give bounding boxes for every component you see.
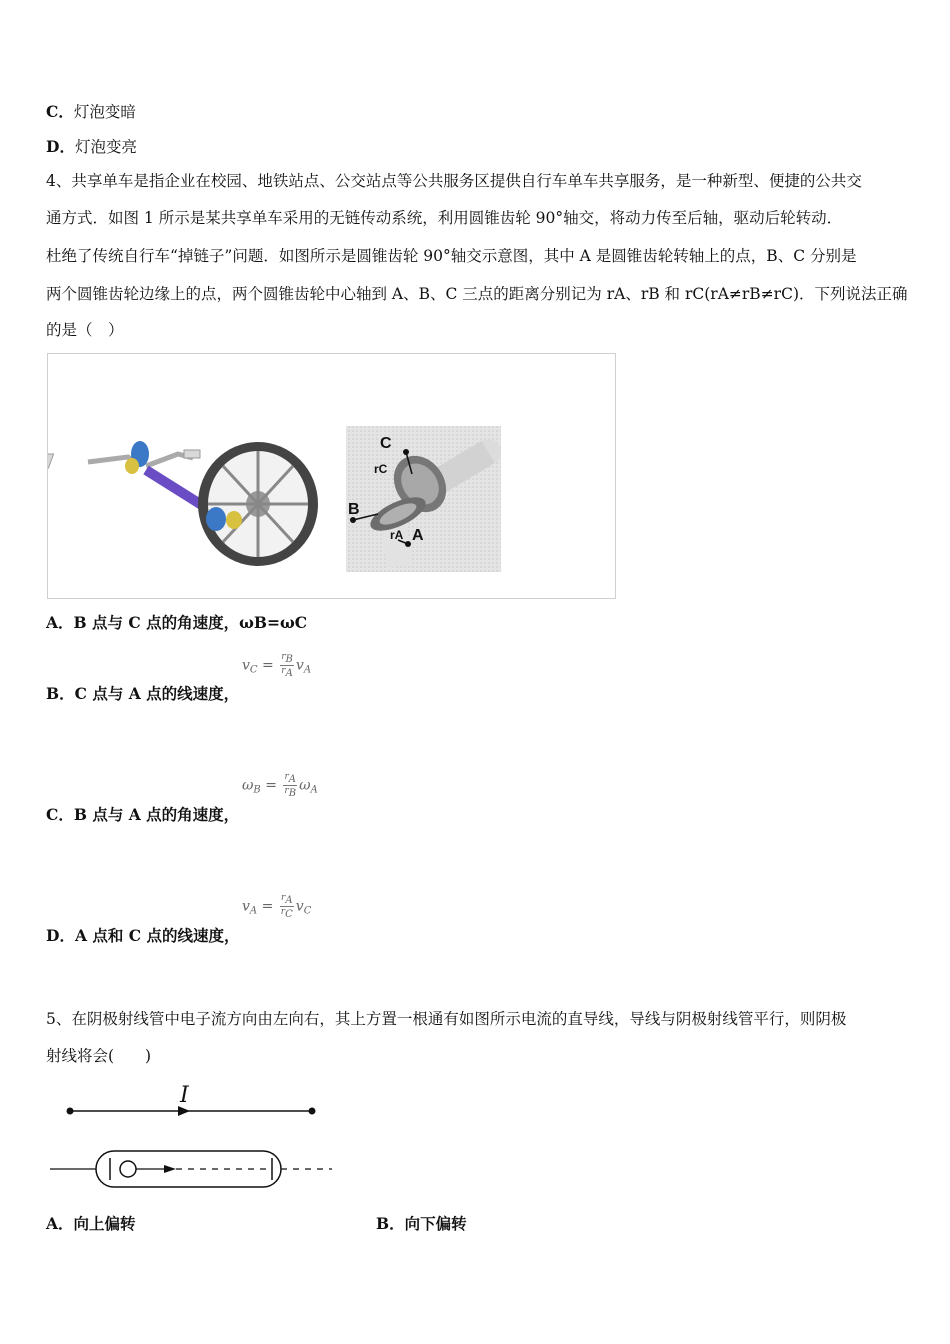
option-text: 向下偏转 — [404, 1214, 467, 1233]
label-ra: rA — [390, 528, 404, 542]
q4-line-3: 杜绝了传统自行车“掉链子”问题．如图所示是圆锥齿轮 90°轴交示意图，其中 A 是圆锥齿轮转轴上的点，B、C 分别是 — [46, 247, 857, 265]
q4-line-1 — [46, 171, 862, 191]
q4-option-b — [46, 684, 239, 704]
q4-number: 4、 — [46, 172, 72, 190]
label-c: C — [380, 435, 392, 452]
pedal-icon — [48, 450, 200, 468]
q4-line-4: 两个圆锥齿轮边缘上的点，两个圆锥齿轮中心轴到 A、B、C 三点的距离分别记为 rA、rB 和 rC(rA≠rB≠rC)．下列说法正确 — [46, 285, 908, 303]
option-label: D． — [46, 137, 75, 156]
q5-line-1 — [46, 1009, 846, 1029]
option-text: 灯泡变暗 — [73, 103, 136, 121]
current-label: I — [180, 1083, 189, 1108]
formula-d: $v_A$ = $\frac{r_A}{r_C}$ $v_C$ — [242, 893, 312, 920]
q4-line-5: 的是（ ） — [46, 321, 124, 339]
q5-option-b — [376, 1214, 467, 1234]
q5-line-2: 射线将会( ) — [46, 1047, 152, 1065]
q4-option-d — [46, 926, 240, 946]
label-a: A — [412, 527, 424, 544]
option-text: 向上偏转 — [73, 1214, 136, 1233]
option-text: 灯泡变亮 — [74, 138, 137, 156]
option-label: D． — [46, 926, 75, 945]
q5-option-a — [46, 1214, 136, 1234]
formula-b: $v_C$ = $\frac{r_B}{r_A}$ $v_A$ — [242, 652, 312, 679]
option-text: A 点和 C 点的线速度， — [74, 926, 240, 945]
option-label: C． — [46, 805, 74, 824]
q5-number: 5、 — [46, 1010, 72, 1028]
label-rc: rC — [374, 462, 388, 476]
option-d-prev — [46, 137, 137, 157]
cathode-ray-tube — [50, 1151, 332, 1187]
electron-arrow-icon — [164, 1165, 176, 1173]
q5-figure — [40, 1076, 350, 1196]
option-label: A． — [46, 613, 74, 632]
option-label: B． — [376, 1214, 405, 1233]
option-text: C 点与 A 点的线速度， — [74, 684, 240, 703]
q4-figure — [47, 353, 616, 599]
q4-text: 共享单车是指企业在校园、地铁站点、公交站点等公共服务区提供自行车单车共享服务，是一种新型、便捷的公共交 — [71, 172, 862, 190]
wire — [67, 1083, 316, 1116]
q4-option-a — [46, 613, 307, 633]
option-c-prev — [46, 102, 136, 122]
q5-text: 在阴极射线管中电子流方向由左向右，其上方置一根通有如图所示电流的直导线，导线与阴极射线管平行，则阴极 — [71, 1010, 847, 1028]
option-label: B． — [46, 684, 75, 703]
q4-option-c — [46, 805, 239, 825]
rear-wheel-icon — [198, 442, 318, 566]
option-text: B 点与 A 点的角速度， — [73, 805, 240, 824]
q4-line-2: 通方式．如图 1 所示是某共享单车采用的无链传动系统，利用圆锥齿轮 90°轴交，将动力传至后轴，驱动后轮转动． — [46, 209, 843, 227]
option-text: B 点与 C 点的角速度，ωB=ωC — [73, 613, 308, 632]
drive-system-illustration — [48, 354, 615, 598]
label-b: B — [348, 501, 360, 518]
option-label: A． — [46, 1214, 74, 1233]
option-label: C． — [46, 102, 74, 121]
formula-c: $\omega_B$ = $\frac{r_A}{r_B}$ $\omega_A$ — [242, 772, 318, 799]
